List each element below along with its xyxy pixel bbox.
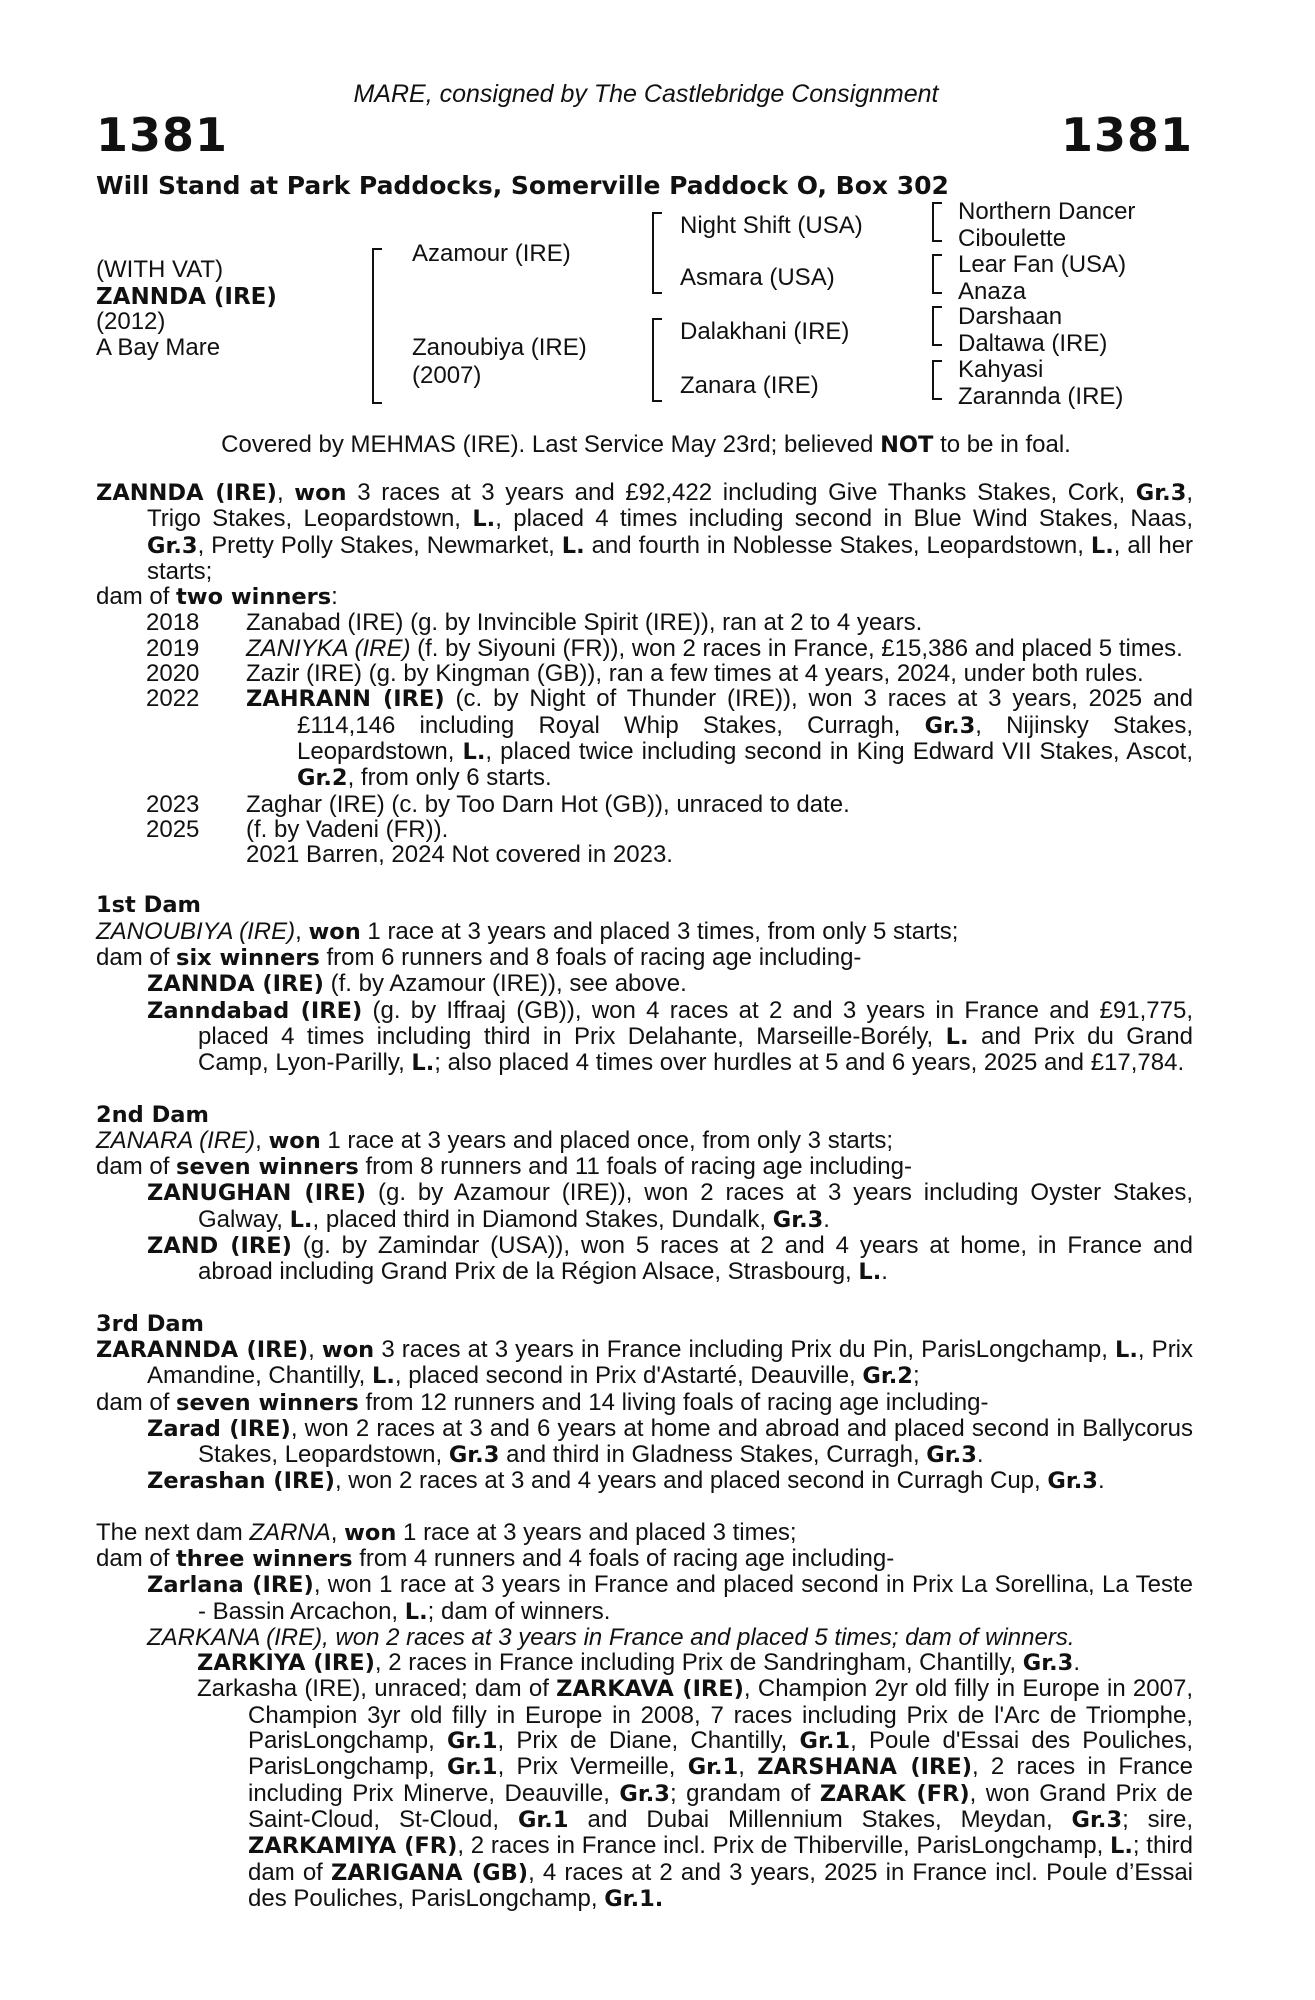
dam-of-label: dam of <box>96 1388 170 1416</box>
punctuation: , <box>330 1518 338 1546</box>
catalogue-body <box>96 480 1193 1912</box>
offspring-text: . <box>976 1441 984 1469</box>
horse-name: ZANNDA (IRE) <box>96 284 277 310</box>
pedigree-bracket <box>932 306 942 346</box>
grade: L. <box>472 506 496 533</box>
offspring-name: ZARSHANA (IRE) <box>757 1754 972 1781</box>
won-label: won <box>308 918 361 945</box>
grade: L. <box>404 1598 428 1625</box>
record-text: and fourth in Noblesse Stakes, Leopardstown, <box>591 531 1084 559</box>
offspring-entry <box>96 1180 1193 1233</box>
grade: L. <box>945 1023 969 1050</box>
pedigree-bracket <box>652 212 662 294</box>
dam-of-line <box>96 1546 1193 1572</box>
record-text: , Pretty Polly Stakes, Newmarket, <box>197 531 555 559</box>
offspring-text: , Prix de Diane, Chantilly, <box>497 1727 788 1755</box>
produce-text: Zazir (IRE) (g. by Kingman (GB)), ran a few times at 4 years, 2024, under both rules. <box>246 660 1144 688</box>
record-text: , placed second in Prix d'Astarté, Deauville, <box>394 1362 856 1390</box>
dam-dam-dam: Zarannda (IRE) <box>958 383 1124 410</box>
offspring-entry <box>96 1233 1193 1286</box>
offspring-text: (g. by Iffraaj (GB)), won 4 races at 2 and 3 years in France and £91,775, placed 4 times including third in Prix Delahante, Marseille-Borély, <box>198 996 1193 1050</box>
offspring-text: ; grandam of <box>669 1779 811 1807</box>
offspring-text: ; sire, <box>1122 1805 1194 1833</box>
offspring-text: and Dubai Millennium Stakes, Meydan, <box>587 1805 1053 1833</box>
grade: L. <box>1090 532 1114 559</box>
record-text: 3 races at 3 years in France including Prix du Pin, ParisLongchamp, <box>381 1335 1108 1363</box>
record-text: 1 race at 3 years and placed once, from only 3 starts; <box>327 1126 894 1154</box>
mare-record: ZANNDA (IRE), won 3 races at 3 years and £92,422 including Give Thanks Stakes, Cork, Gr.3, Trigo Stakes, Leopardstown, L., placed 4 times including second in Blue Wind Stakes, Naas, Gr.3, Pretty Polly Stakes, Newmarket, L. and fourth in Noblesse Stakes, Leopardstown, L., all her starts; <box>96 479 1194 585</box>
offspring-text: , Prix Vermeille, <box>497 1753 676 1781</box>
produce-text <box>246 636 1193 661</box>
dam: Zanoubiya (IRE) <box>412 334 587 361</box>
grade: L. <box>1115 1336 1138 1363</box>
offspring-name: ZARKIYA (IRE) <box>197 1650 375 1677</box>
offspring-text: ; dam of winners. <box>427 1597 611 1625</box>
offspring-text: , Poule d'Essai des Pouliches, ParisLongchamp, <box>248 1727 1193 1781</box>
produce-detail: , placed twice including second in King Edward VII Stakes, Ascot, <box>485 737 1193 765</box>
sire-sire-sire: Northern Dancer <box>958 198 1136 225</box>
record-text: from 6 runners and 8 foals of racing age including- <box>326 944 862 972</box>
grade: Gr.2 <box>862 1363 913 1390</box>
sire-dam: Asmara (USA) <box>680 264 835 291</box>
winners-count: three winners <box>176 1545 353 1572</box>
offspring-text: , placed third in Diamond Stakes, Dundalk, <box>312 1205 767 1233</box>
offspring-name: Zanndabad (IRE) <box>147 997 363 1024</box>
produce-text: 2021 Barren, 2024 Not covered in 2023. <box>246 841 673 869</box>
catalogue-subtitle: MARE, consigned by The Castlebridge Consignment <box>353 80 939 108</box>
won-label: won <box>268 1127 321 1154</box>
offspring-text: and Prix du Grand Camp, Lyon-Parilly, <box>198 1022 1194 1077</box>
record-text: The next dam <box>96 1518 243 1546</box>
produce-year: 2025 <box>146 815 200 843</box>
offspring-text: , 2 races in France incl. Prix de Thiberville, ParisLongchamp, <box>457 1832 1104 1860</box>
record-text: , all her starts; <box>147 531 1194 585</box>
offspring-entry <box>96 1416 1193 1469</box>
grade: L. <box>289 1206 313 1233</box>
offspring-text: Zarkasha (IRE), unraced; dam of <box>197 1675 549 1703</box>
winners-count: two winners <box>176 584 332 611</box>
offspring-text: ; third dam of <box>248 1832 1193 1886</box>
dam-of-label: dam of <box>96 1544 170 1572</box>
pedigree-bracket <box>932 202 942 242</box>
offspring-text: . <box>1073 1649 1080 1677</box>
offspring-entry <box>96 998 1193 1077</box>
dam-sire: Dalakhani (IRE) <box>680 318 850 345</box>
record-text: , placed 4 times including second in Blue Wind Stakes, Naas, <box>495 505 1194 533</box>
winners-count: six winners <box>176 945 320 972</box>
sire-sire: Night Shift (USA) <box>680 212 863 239</box>
produce-year <box>96 842 246 867</box>
covering-note <box>0 431 1292 459</box>
produce-year: 2023 <box>146 790 200 818</box>
covering-not: NOT <box>880 432 934 458</box>
grade: Gr.3 <box>772 1206 824 1233</box>
grade: Gr.3 <box>926 1442 977 1469</box>
produce-text: Zanabad (IRE) (g. by Invincible Spirit (IRE)), ran at 2 to 4 years. <box>246 609 923 637</box>
dam-record <box>96 1520 1193 1546</box>
won-label: won <box>344 1519 397 1546</box>
winners-count: seven winners <box>176 1154 359 1181</box>
grade: Gr.1 <box>447 1754 498 1781</box>
produce-row <box>96 817 1193 842</box>
grade: Gr.3 <box>1022 1650 1074 1677</box>
grade: L. <box>462 738 486 765</box>
punctuation: : <box>331 583 338 611</box>
dam-name: ZANARA (IRE) <box>96 1126 256 1154</box>
produce-row <box>96 661 1193 686</box>
produce-detail: , from only 6 starts. <box>347 764 552 792</box>
offspring-text: (g. by Zamindar (USA)), won 5 races at 2 and 4 years at home, in France and abroad including Grand Prix de la Région Alsace, Strasbourg, <box>198 1232 1194 1286</box>
offspring-text: (g. by Azamour (IRE)), won 2 races at 3 years including Oyster Stakes, Galway, <box>198 1179 1194 1233</box>
offspring-text: ; also placed 4 times over hurdles at 5 and 6 years, 2025 and £17,784. <box>434 1049 1185 1077</box>
grade: L. <box>411 1050 435 1077</box>
offspring-name: ZANNDA (IRE) <box>147 971 324 998</box>
grade: Gr.3 <box>619 1780 670 1807</box>
produce-year: 2018 <box>146 609 200 637</box>
dam-dam: Zanara (IRE) <box>680 372 819 399</box>
produce-year: 2019 <box>146 634 200 662</box>
produce-row <box>96 842 1193 867</box>
offspring-text: . <box>1097 1467 1105 1495</box>
dam-of-line <box>96 1154 1193 1180</box>
grade: Gr.3 <box>448 1442 500 1469</box>
offspring-name: ZAND (IRE) <box>147 1233 292 1260</box>
produce-row <box>96 636 1193 661</box>
offspring-name: ZARKAVA (IRE) <box>556 1676 744 1703</box>
offspring-name: Zerashan (IRE) <box>147 1468 335 1495</box>
dam-year: (2007) <box>412 362 482 389</box>
grade: L. <box>858 1259 882 1286</box>
offspring-text: , <box>738 1753 745 1781</box>
horse-description: A Bay Mare <box>96 334 221 361</box>
record-text: from 12 runners and 14 living foals of racing age including- <box>365 1388 989 1416</box>
produce-detail: (f. by Siyouni (FR)), won 2 races in France, £15,386 and placed 5 times. <box>417 634 1183 662</box>
dam-name: ZARNA <box>249 1518 331 1546</box>
offspring-entry <box>96 971 1193 997</box>
stand-location: Will Stand at Park Paddocks, Somerville Paddock O, Box 302 <box>96 171 949 200</box>
section-title: 1st Dam <box>96 892 201 919</box>
grade: Gr.1 <box>446 1728 498 1755</box>
dam-sire-dam: Daltawa (IRE) <box>958 330 1108 357</box>
dam-of-label: dam of <box>96 1153 170 1181</box>
grade: Gr.1. <box>604 1885 664 1912</box>
sire-sire-dam: Ciboulette <box>958 225 1067 252</box>
vat-note: (WITH VAT) <box>96 256 224 283</box>
sire-dam-dam: Anaza <box>958 278 1027 305</box>
grade: L. <box>1110 1833 1133 1860</box>
grand-offspring-entry <box>96 1650 1193 1676</box>
lot-number-left: 1381 <box>96 108 229 162</box>
dam-record: ZANOUBIYA (IRE), won 1 race at 3 years and placed 3 times, from only 5 starts; <box>96 917 959 945</box>
dam-name: ZANOUBIYA (IRE) <box>96 917 296 945</box>
grade: Gr.1 <box>799 1728 851 1755</box>
offspring-name: Zarlana (IRE) <box>147 1572 314 1599</box>
offspring-entry <box>96 1468 1193 1494</box>
covering-text-end: to be in foal. <box>940 431 1071 458</box>
record-text: , Trigo Stakes, Leopardstown, <box>147 479 1194 533</box>
section-heading <box>96 1102 1193 1128</box>
offspring-entry <box>96 1625 1193 1650</box>
produce-row <box>96 610 1193 635</box>
offspring-text: , 4 races at 2 and 3 years, 2025 in France incl. Poule d’Essai des Pouliches, ParisLongchamp, <box>248 1858 1194 1912</box>
grade: Gr.3 <box>1135 480 1187 506</box>
offspring-text: and third in Gladness Stakes, Curragh, <box>506 1441 920 1469</box>
offspring-entry <box>96 1572 1193 1625</box>
record-text: 1 race at 3 years and placed 3 times; <box>403 1518 797 1546</box>
produce-detail: , Nijinsky Stakes, Leopardstown, <box>297 711 1193 765</box>
grade: Gr.2 <box>297 765 348 792</box>
offspring-text: , won 2 races at 3 and 6 years at home and abroad and placed second in Ballycorus Stakes, Leopardstown, <box>198 1414 1193 1469</box>
record-text: 3 races at 3 years and £92,422 including Give Thanks Stakes, Cork, <box>357 479 1126 506</box>
grade: Gr.3 <box>1071 1806 1123 1833</box>
offspring-text: , Champion 2yr old filly in Europe in 2007, Champion 3yr old filly in Europe in 2008, 7 races including Prix de l'Arc de Triomphe, ParisLongchamp, <box>248 1675 1193 1755</box>
dam-of-line <box>96 584 1193 610</box>
dam-dam-sire: Kahyasi <box>958 356 1044 383</box>
offspring-text: . <box>823 1205 830 1233</box>
dam-sire-sire: Darshaan <box>958 303 1063 330</box>
grade: Gr.1 <box>517 1806 569 1833</box>
covering-text: Covered by MEHMAS (IRE). Last Service May 23rd; believed <box>221 431 874 458</box>
pedigree-bracket <box>932 254 942 294</box>
sire: Azamour (IRE) <box>412 240 571 267</box>
offspring-text: . <box>881 1258 888 1286</box>
section-title: 2nd Dam <box>96 1101 209 1128</box>
produce-year: 2020 <box>146 660 200 688</box>
won-label: won <box>321 1336 375 1363</box>
offspring-name: ZARIGANA (GB) <box>331 1859 529 1886</box>
dam-of-label: dam of <box>96 944 170 972</box>
record-text: from 8 runners and 11 foals of racing age including- <box>365 1153 912 1181</box>
produce-name: ZANIYKA (IRE) <box>246 634 411 662</box>
offspring-name: ZARKAMIYA (FR) <box>248 1833 458 1860</box>
record-text: ; <box>912 1362 920 1390</box>
lot-number-right: 1381 <box>1060 108 1193 162</box>
produce-row <box>96 792 1193 817</box>
dam-record: ZARANNDA (IRE), won 3 races at 3 years in France including Prix du Pin, ParisLongchamp, L., Prix Amandine, Chantilly, L., placed second in Prix d'Astarté, Deauville, Gr.2; <box>96 1335 1194 1390</box>
produce-text <box>246 686 1193 791</box>
produce-text: Zaghar (IRE) (c. by Too Darn Hot (GB)), unraced to date. <box>246 790 850 818</box>
section-heading <box>96 892 1193 918</box>
produce-year: 2022 <box>146 685 200 713</box>
offspring-text: , won Grand Prix de Saint-Cloud, St-Cloud, <box>248 1779 1193 1833</box>
dam-record: ZANARA (IRE), won 1 race at 3 years and placed once, from only 3 starts; <box>96 1126 894 1154</box>
dam-of-line <box>96 945 1193 971</box>
winners-count: seven winners <box>176 1389 359 1416</box>
grade: L. <box>372 1363 395 1390</box>
grand-offspring-entry <box>96 1676 1193 1912</box>
grade: Gr.3 <box>1047 1468 1098 1495</box>
sire-dam-sire: Lear Fan (USA) <box>958 251 1127 278</box>
grade: Gr.3 <box>147 532 198 559</box>
grade: L. <box>561 532 585 559</box>
section-heading <box>96 1311 1193 1337</box>
section-title: 3rd Dam <box>96 1310 204 1337</box>
produce-text: (f. by Vadeni (FR)). <box>246 815 449 843</box>
offspring-text: , 2 races in France including Prix Minerve, Deauville, <box>248 1753 1194 1807</box>
won-label: won <box>294 480 347 506</box>
dam-of-line <box>96 1390 1193 1416</box>
dam-of-label: dam of <box>96 583 170 611</box>
record-text: , Prix Amandine, Chantilly, <box>147 1335 1194 1390</box>
offspring-name: Zarad (IRE) <box>147 1415 291 1442</box>
horse-year: (2012) <box>96 308 166 335</box>
offspring-name: ZANUGHAN (IRE) <box>147 1180 367 1207</box>
offspring-text: , 2 races in France including Prix de Sandringham, Chantilly, <box>374 1649 1017 1677</box>
offspring-text: (f. by Azamour (IRE)), see above. <box>330 970 687 998</box>
dam-name: ZARANNDA (IRE) <box>96 1336 309 1363</box>
offspring-text: , won 2 races at 3 and 4 years and placed second in Curragh Cup, <box>334 1467 1041 1495</box>
grade: Gr.1 <box>687 1754 739 1781</box>
produce-row <box>96 686 1193 791</box>
produce-detail: (c. by Night of Thunder (IRE)), won 3 races at 3 years, 2025 and £114,146 including Royal Whip Stakes, Curragh, <box>297 685 1193 739</box>
pedigree-bracket <box>372 248 382 404</box>
record-text: from 4 runners and 4 foals of racing age including- <box>359 1544 895 1572</box>
record-text: 1 race at 3 years and placed 3 times, from only 5 starts; <box>367 917 959 945</box>
pedigree-bracket <box>932 360 942 400</box>
pedigree-bracket <box>652 318 662 402</box>
offspring-name: ZARKANA (IRE) <box>147 1623 323 1651</box>
offspring-name: ZARAK (FR) <box>819 1780 970 1807</box>
mare-name: ZANNDA (IRE) <box>96 480 277 506</box>
offspring-text: , won 1 race at 3 years in France and placed second in Prix La Sorellina, La Teste - Bassin Arcachon, <box>198 1571 1193 1625</box>
grade: Gr.3 <box>924 712 976 739</box>
offspring-text: , won 2 races at 3 years in France and placed 5 times; dam of winners. <box>322 1623 1075 1651</box>
produce-name: ZAHRANN (IRE) <box>246 686 445 713</box>
